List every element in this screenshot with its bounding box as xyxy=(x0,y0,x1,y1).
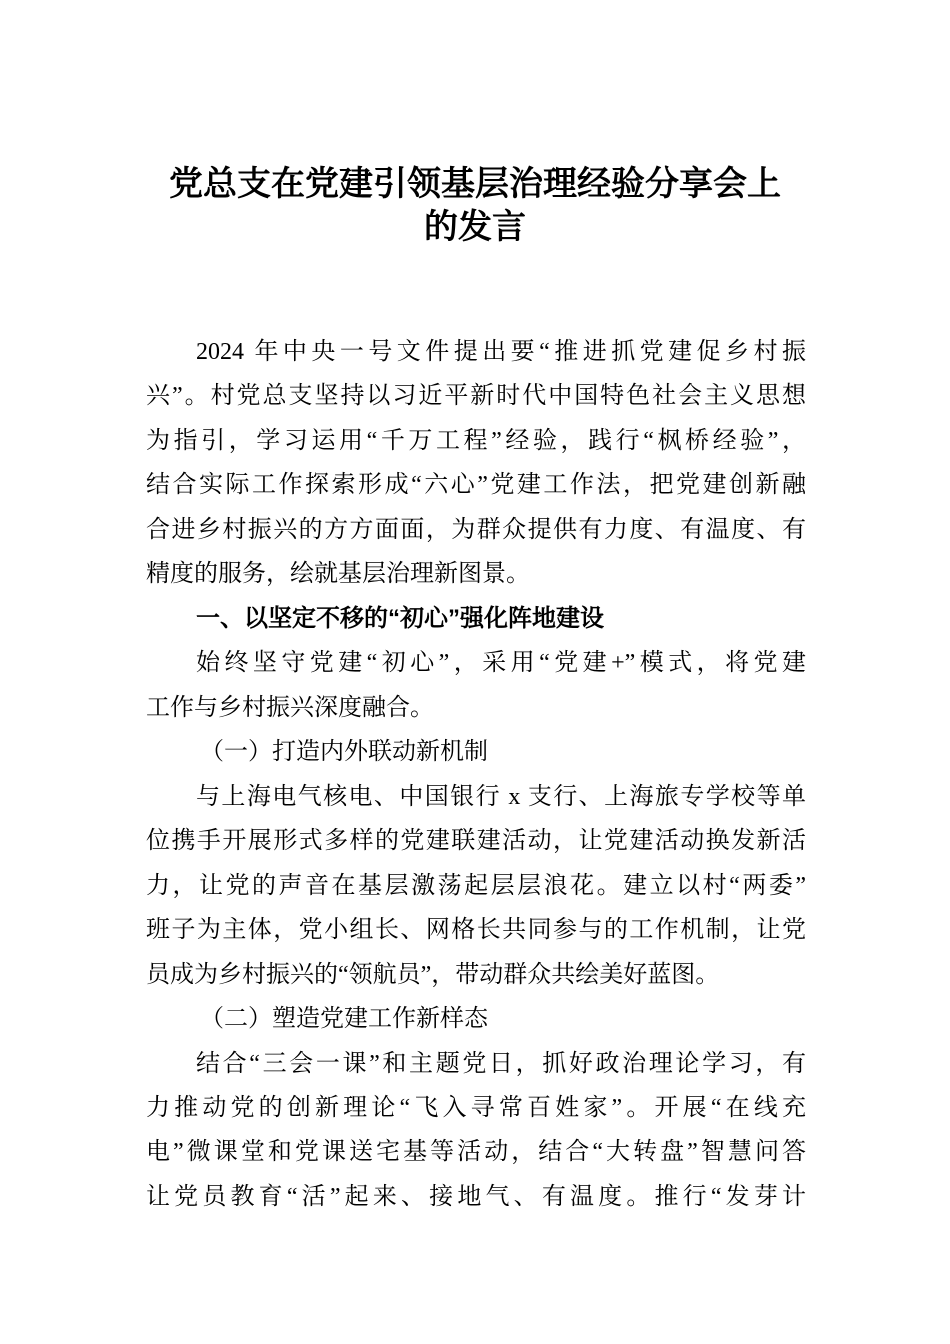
paragraph-line: 兴”。村党总支坚持以习近平新时代中国特色社会主义思想 xyxy=(146,383,806,410)
subsection-heading: （二）塑造党建工作新样态 xyxy=(200,1006,488,1033)
paragraph-line: 班子为主体，党小组长、网格长共同参与的工作机制，让党 xyxy=(146,917,806,944)
document-title-line-1: 党总支在党建引领基层治理经验分享会上 xyxy=(169,166,781,203)
paragraph-line: 为指引，学习运用“千万工程”经验，践行“枫桥经验”， xyxy=(146,427,806,454)
section-heading: 一、以坚定不移的“初心”强化阵地建设 xyxy=(196,604,604,632)
paragraph-line: 电”微课堂和党课送宅基等活动，结合“大转盘”智慧问答 xyxy=(146,1139,806,1166)
paragraph-line: 精度的服务，绘就基层治理新图景。 xyxy=(146,561,530,588)
paragraph-line: 员成为乡村振兴的“领航员”，带动群众共绘美好蓝图。 xyxy=(146,961,720,988)
subsection-heading: （一）打造内外联动新机制 xyxy=(200,739,488,766)
paragraph-line: 力推动党的创新理论“飞入寻常百姓家”。开展“在线充 xyxy=(146,1094,806,1121)
paragraph-line: 2024 年中央一号文件提出要“推进抓党建促乡村振 xyxy=(196,339,806,365)
paragraph-line: 工作与乡村振兴深度融合。 xyxy=(146,694,434,721)
paragraph-line: 始终坚守党建“初心”，采用“党建+”模式，将党建 xyxy=(196,650,806,677)
document-title-line-2: 的发言 xyxy=(424,209,526,246)
document-body xyxy=(146,330,806,1219)
paragraph-line: 合进乡村振兴的方方面面，为群众提供有力度、有温度、有 xyxy=(146,516,806,543)
paragraph-line: 结合实际工作探索形成“六心”党建工作法，把党建创新融 xyxy=(146,472,806,499)
paragraph-line: 结合“三会一课”和主题党日，抓好政治理论学习，有 xyxy=(196,1050,806,1077)
paragraph-line: 让党员教育“活”起来、接地气、有温度。推行“发芽计 xyxy=(146,1183,806,1210)
paragraph-line: 位携手开展形式多样的党建联建活动，让党建活动换发新活 xyxy=(146,828,806,855)
paragraph-line: 力，让党的声音在基层激荡起层层浪花。建立以村“两委” xyxy=(146,872,806,899)
paragraph-line: 与上海电气核电、中国银行 x 支行、上海旅专学校等单 xyxy=(196,783,806,810)
